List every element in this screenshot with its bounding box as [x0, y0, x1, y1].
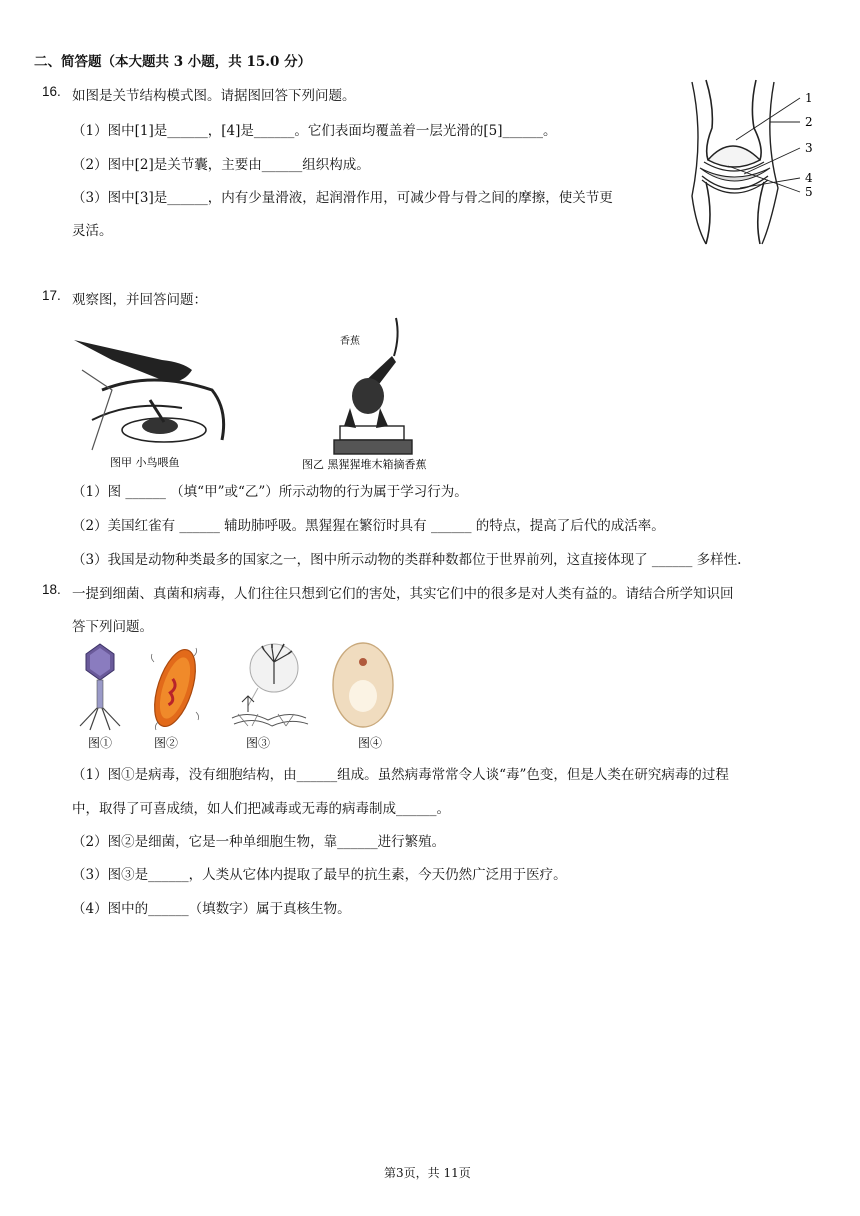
- question-number-18: 18.: [42, 582, 61, 597]
- question-18-part-4: （4）图中的______（填数字）属于真核生物。: [72, 901, 351, 917]
- virus-figure: [72, 640, 128, 732]
- joint-structure-diagram: [684, 76, 824, 248]
- figure-3-caption: 图③: [246, 736, 271, 750]
- figure-jia-caption: 图甲 小鸟喂鱼: [110, 456, 180, 469]
- bacterium-figure: [148, 642, 202, 734]
- banana-tag: 香蕉: [340, 336, 360, 347]
- question-16-part-3b: 灵活。: [72, 223, 113, 239]
- question-18-stem-b: 答下列问题。: [72, 619, 153, 635]
- question-16-part-2: （2）图中[2]是关节囊，主要由______组织构成。: [72, 157, 370, 173]
- question-18-part-2: （2）图②是细菌，它是一种单细胞生物，靠______进行繁殖。: [72, 834, 446, 850]
- label-4: 4: [805, 171, 813, 185]
- question-number-17: 17.: [42, 288, 61, 303]
- question-18-part-1b: 中，取得了可喜成绩，如人们把减毒或无毒的病毒制成______。: [72, 801, 450, 817]
- figure-yi-caption: 图乙 黑猩猩堆木箱摘香蕉: [302, 458, 427, 471]
- figure-4-caption: 图④: [358, 736, 383, 750]
- question-16-stem: 如图是关节结构模式图。请据图回答下列问题。: [72, 88, 356, 104]
- figure-1-caption: 图①: [88, 736, 113, 750]
- chimpanzee-boxes-figure: [300, 316, 450, 472]
- question-17-stem: 观察图，并回答问题：: [72, 292, 207, 308]
- yeast-figure: [330, 640, 396, 730]
- question-17-part-3: （3）我国是动物种类最多的国家之一，图中所示动物的类群种数都位于世界前列，这直接体现了 ______ 多样性.: [72, 552, 742, 568]
- question-16-part-1: （1）图中[1]是______，[4]是______。它们表面均覆盖着一层光滑的[5]______。: [72, 123, 557, 139]
- question-18-part-1a: （1）图①是病毒，没有细胞结构，由______组成。虽然病毒常常令人谈“毒”色变，但是人类在研究病毒的过程: [72, 767, 729, 783]
- figure-2-caption: 图②: [154, 736, 179, 750]
- penicillium-figure: [228, 640, 310, 730]
- label-1: 1: [805, 91, 813, 105]
- page-footer: 第3页，共 11页: [384, 1166, 471, 1180]
- label-3: 3: [805, 141, 813, 155]
- label-2: 2: [805, 115, 813, 129]
- label-5: 5: [805, 185, 813, 199]
- question-18-part-3: （3）图③是______，人类从它体内提取了最早的抗生素，今天仍然广泛用于医疗。: [72, 867, 567, 883]
- section-title: 二、简答题（本大题共 3 小题，共 15.0 分）: [34, 54, 312, 70]
- question-number-16: 16.: [42, 84, 61, 99]
- question-17-part-1: （1）图 ______ （填“甲”或“乙”）所示动物的行为属于学习行为。: [72, 484, 468, 500]
- question-16-part-3a: （3）图中[3]是______，内有少量滑液，起润滑作用，可减少骨与骨之间的摩擦，使关节更: [72, 190, 613, 206]
- question-18-stem-a: 一提到细菌、真菌和病毒，人们往往只想到它们的害处，其实它们中的很多是对人类有益的。请结合所学知识回: [72, 586, 734, 602]
- question-17-part-2: （2）美国红雀有 ______ 辅助肺呼吸。黑猩猩在繁衍时具有 ______ 的特点，提高了后代的成活率。: [72, 518, 665, 534]
- bird-feeding-fish-figure: [72, 330, 232, 472]
